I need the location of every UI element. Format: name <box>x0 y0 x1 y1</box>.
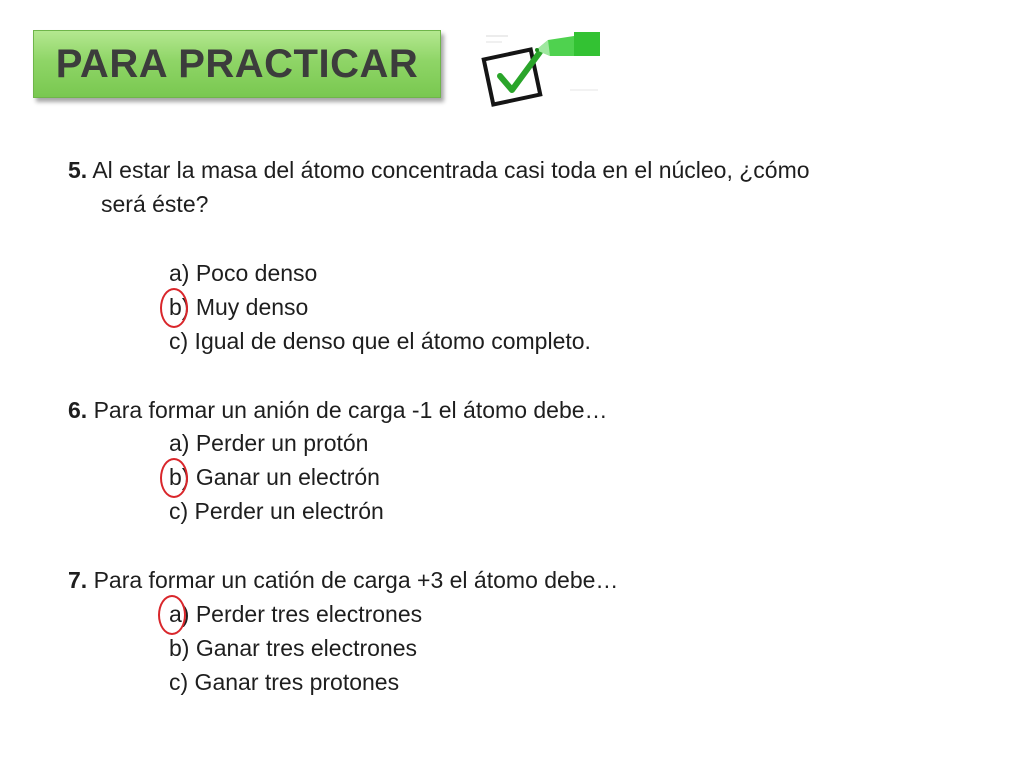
answer-mark-circle <box>158 595 186 635</box>
question-5-option-c[interactable]: c) Igual de denso que el átomo completo. <box>169 328 591 354</box>
page-title: PARA PRACTICAR <box>55 41 419 86</box>
question-text: Al estar la masa del átomo concentrada casi toda en el núcleo, ¿cómo <box>92 157 810 183</box>
question-5-line1 <box>68 155 810 185</box>
question-5-option-a[interactable]: a) Poco denso <box>169 260 318 286</box>
question-number: 5. <box>68 157 88 183</box>
question-number: 7. <box>68 567 88 593</box>
question-7-option-a[interactable]: a) Perder tres electrones <box>169 601 423 627</box>
question-5-option-b[interactable]: b) Muy denso <box>169 294 309 320</box>
question-text: Para formar un anión de carga -1 el átomo debe… <box>93 397 608 423</box>
question-6-option-a[interactable]: a) Perder un protón <box>169 430 369 456</box>
question-5-line2: será éste? <box>101 191 209 217</box>
question-number: 6. <box>68 397 88 423</box>
question-7-option-b[interactable]: b) Ganar tres electrones <box>169 635 418 661</box>
question-7-line1 <box>68 565 618 595</box>
question-6-option-c[interactable]: c) Perder un electrón <box>169 498 384 524</box>
answer-mark-circle <box>160 458 188 498</box>
answer-mark-circle <box>160 288 188 328</box>
question-7-option-c[interactable]: c) Ganar tres protones <box>169 669 400 695</box>
question-text: Para formar un catión de carga +3 el átomo debe… <box>93 567 619 593</box>
question-6-option-b[interactable]: b) Ganar un electrón <box>169 464 380 490</box>
question-6-line1 <box>68 395 608 425</box>
